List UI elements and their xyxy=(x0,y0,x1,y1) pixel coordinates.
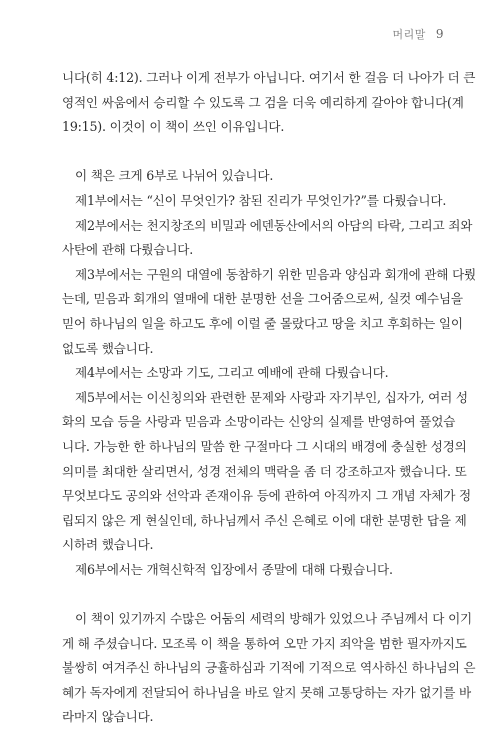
paragraph xyxy=(62,164,444,189)
text-line: 니다(히 4:12). 그러나 이게 전부가 아닙니다. 여기서 한 걸음 더 나아가 더 큰 xyxy=(62,70,476,85)
text-line: 무엇보다도 공의와 선악과 존재이유 등에 관하여 아직까지 그 개념 자체가 정 xyxy=(62,488,471,504)
text-line: 제3부에서는 구원의 대열에 동참하기 위한 믿음과 양심과 회개에 관해 다뤘 xyxy=(75,266,477,282)
text-line: 게 해 주셨습니다. 모조록 이 책을 통하여 오만 가지 죄악을 범한 필자까지도 xyxy=(62,635,467,651)
text-line: 화의 모습 등을 사랑과 믿음과 소망이라는 신앙의 실제를 반영하여 풀었습 xyxy=(62,414,456,430)
text-line: 사탄에 관해 다뤘습니다. xyxy=(62,242,194,258)
text-line: 의미를 최대한 살리면서, 성경 전체의 맥락을 좀 더 강조하고자 했습니다. 또 xyxy=(62,463,467,479)
paragraph xyxy=(62,386,471,558)
page-body xyxy=(62,66,477,730)
text-line: 제2부에서는 천지창조의 비밀과 에덴동산에서의 아담의 타락, 그리고 죄와 xyxy=(75,217,473,233)
paragraph xyxy=(62,263,477,361)
text-line: 제6부에서는 개혁신학적 입장에서 종말에 대해 다뤘습니다. xyxy=(75,561,393,577)
text-line: 제4부에서는 소망과 기도, 그리고 예배에 관해 다뤘습니다. xyxy=(75,365,389,381)
text-line: 불쌍히 여겨주신 하나님의 긍휼하심과 기적에 기적으로 역사하신 하나님의 은 xyxy=(62,660,476,676)
text-line: 혜가 독자에게 전달되어 하나님을 바로 알지 못해 고통당하는 자가 없기를 바 xyxy=(62,684,471,700)
text-line: 제1부에서는 “신이 무엇인가? 참된 진리가 무엇인가?”를 다뤘습니다. xyxy=(75,192,447,208)
text-line: 19:15). 이것이 이 책이 쓰인 이유입니다. xyxy=(62,119,285,135)
paragraph xyxy=(62,607,476,730)
paragraph xyxy=(62,66,476,140)
running-header xyxy=(392,26,444,42)
page-number: 9 xyxy=(435,27,444,41)
text-line: 이 책은 크게 6부로 나뉘어 있습니다. xyxy=(75,168,274,184)
text-line: 영적인 싸움에서 승리할 수 있도록 그 검을 더욱 예리하게 갈아야 합니다(계 xyxy=(62,94,464,110)
paragraph-gap xyxy=(62,140,444,165)
paragraph xyxy=(62,214,473,263)
text-line: 없도록 했습니다. xyxy=(62,340,154,356)
paragraph xyxy=(62,558,444,583)
section-title: 머리말 xyxy=(392,28,426,41)
text-line: 립되지 않은 게 현실인데, 하나님께서 주신 은혜로 이에 대한 분명한 답을 제 xyxy=(62,512,467,528)
text-line: 니다. 가능한 한 하나님의 말씀 한 구절마다 그 시대의 배경에 충실한 성경의 xyxy=(62,438,467,454)
text-line: 라마지 않습니다. xyxy=(62,709,154,725)
paragraph-gap xyxy=(62,582,444,607)
text-line: 믿어 하나님의 일을 하고도 후에 이럴 줄 몰랐다고 땅을 치고 후회하는 일이 xyxy=(62,315,463,331)
text-line: 는데, 믿음과 회개의 열매에 대한 분명한 선을 그어줌으로써, 실컷 예수님을 xyxy=(62,291,463,307)
text-line: 이 책이 있기까지 수많은 어둠의 세력의 방해가 있었으나 주님께서 다 이기 xyxy=(75,611,472,627)
text-line: 시하려 했습니다. xyxy=(62,537,154,553)
text-line: 제5부에서는 이신칭의와 관련한 문제와 사랑과 자기부인, 십자가, 여러 성 xyxy=(75,389,468,405)
paragraph xyxy=(62,189,447,214)
paragraph xyxy=(62,361,444,386)
